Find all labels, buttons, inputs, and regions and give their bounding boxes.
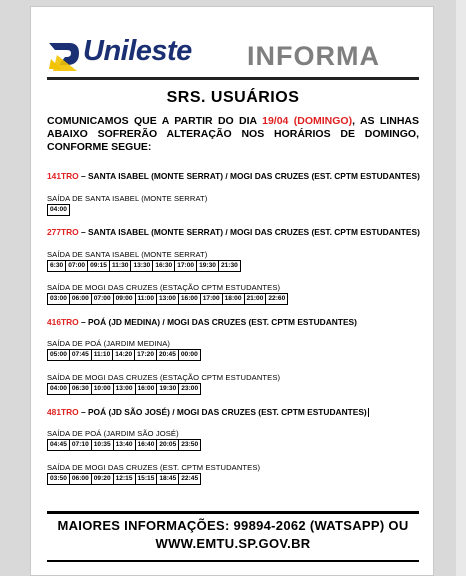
informa-heading: INFORMA [247, 41, 380, 71]
time-cell: 12:15 [114, 474, 136, 484]
time-cell: 09:20 [92, 474, 114, 484]
time-cell: 04:00 [48, 205, 70, 215]
time-cell: 13:40 [114, 440, 136, 450]
line-heading-481tro[interactable] [47, 407, 419, 417]
intro-date: 19/04 (DOMINGO) [262, 115, 353, 127]
time-cell: 17:00 [201, 294, 223, 304]
times-table [47, 349, 201, 361]
line-route: – POÁ (JD SÃO JOSÉ) / MOGI DAS CRUZES (EST. CPTM ESTUDANTES) [78, 407, 367, 417]
times-table [47, 473, 201, 485]
time-cell: 6:30 [48, 261, 66, 271]
time-cell: 21:30 [219, 261, 241, 271]
header [47, 31, 419, 75]
footer-divider-top [47, 511, 419, 514]
brand-name: Unileste [83, 35, 192, 67]
departure-label: SAÍDA DE POÁ (JARDIM MEDINA) [47, 339, 171, 348]
times-table [47, 260, 241, 272]
time-cell: 13:30 [131, 261, 153, 271]
departure-label: SAÍDA DE POÁ (JARDIM SÃO JOSÉ) [47, 429, 179, 438]
time-cell: 14:20 [113, 350, 135, 360]
time-cell: 07:00 [66, 261, 88, 271]
line-heading-141tro [47, 171, 419, 181]
time-cell: 10:35 [92, 440, 114, 450]
time-cell: 13:00 [114, 384, 136, 394]
line-heading-277tro [47, 227, 419, 237]
time-cell: 16:00 [179, 294, 201, 304]
time-cell: 11:10 [92, 350, 114, 360]
line-route: – SANTA ISABEL (MONTE SERRAT) / MOGI DAS CRUZES (EST. CPTM ESTUDANTES) [78, 227, 420, 237]
time-cell: 04:00 [48, 384, 70, 394]
footer-divider-bottom [47, 560, 419, 562]
time-cell: 09:15 [88, 261, 110, 271]
time-cell: 09:00 [114, 294, 136, 304]
time-cell: 07:10 [70, 440, 92, 450]
time-cell: 18:00 [223, 294, 245, 304]
page-scroll-area[interactable] [456, 0, 466, 576]
departure-label: SAÍDA DE MOGI DAS CRUZES (EST. CPTM ESTUDANTES) [47, 463, 261, 472]
time-cell: 06:30 [70, 384, 92, 394]
line-code: 141TRO [47, 171, 79, 181]
intro-text-1: COMUNICAMOS QUE A PARTIR DO DIA [47, 115, 263, 127]
time-cell: 22:45 [179, 474, 201, 484]
footer-info [47, 517, 419, 553]
line-code: 481TRO [47, 407, 79, 417]
line-code: 416TRO [47, 317, 79, 327]
departure-label: SAÍDA DE SANTA ISABEL (MONTE SERRAT) [47, 250, 208, 259]
time-cell: 21:00 [245, 294, 267, 304]
time-cell: 23:00 [179, 384, 201, 394]
time-cell: 11:00 [136, 294, 158, 304]
departure-label: SAÍDA DE MOGI DAS CRUZES (ESTAÇÃO CPTM ESTUDANTES) [47, 283, 281, 292]
time-cell: 04:45 [48, 440, 70, 450]
time-cell: 03:50 [48, 474, 70, 484]
line-route: – SANTA ISABEL (MONTE SERRAT) / MOGI DAS CRUZES (EST. CPTM ESTUDANTES) [78, 171, 420, 181]
time-cell: 03:00 [48, 294, 70, 304]
times-table [47, 439, 201, 451]
times-table [47, 383, 201, 395]
time-cell: 07:45 [70, 350, 92, 360]
time-cell: 17:00 [175, 261, 197, 271]
time-cell: 19:30 [197, 261, 219, 271]
time-cell: 05:00 [48, 350, 70, 360]
time-cell: 16:00 [136, 384, 158, 394]
line-code: 277TRO [47, 227, 79, 237]
time-cell: 13:00 [157, 294, 179, 304]
time-cell: 06:00 [70, 294, 92, 304]
line-heading-416tro [47, 317, 419, 327]
time-cell: 10:00 [92, 384, 114, 394]
time-cell: 16:40 [136, 440, 158, 450]
time-cell: 00:00 [179, 350, 201, 360]
time-cell: 19:30 [157, 384, 179, 394]
line-route: – POÁ (JD MEDINA) / MOGI DAS CRUZES (EST. CPTM ESTUDANTES) [78, 317, 357, 327]
time-cell: 15:15 [136, 474, 158, 484]
footer-website[interactable]: WWW.EMTU.SP.GOV.BR [155, 536, 311, 551]
text-cursor [368, 408, 369, 417]
unileste-logo-icon [47, 35, 81, 73]
header-divider [47, 77, 419, 80]
time-cell: 07:00 [92, 294, 114, 304]
footer-contact: MAIORES INFORMAÇÕES: 99894-2062 (WATSAPP) OU [57, 518, 409, 533]
intro-paragraph [47, 115, 419, 154]
document-page [30, 6, 434, 576]
intro-text-2: , AS LINHAS ABAIXO SOFRERÃO ALTERAÇÃO NOS HORÁRIOS DE DOMINGO, CONFORME SEGUE: [47, 115, 419, 153]
time-cell: 11:30 [110, 261, 132, 271]
time-cell: 18:45 [157, 474, 179, 484]
time-cell: 22:60 [266, 294, 288, 304]
times-table [47, 293, 288, 305]
page-title: SRS. USUÁRIOS [166, 89, 300, 106]
time-cell: 20:05 [157, 440, 179, 450]
time-cell: 23:50 [179, 440, 201, 450]
departure-label: SAÍDA DE MOGI DAS CRUZES (ESTAÇÃO CPTM ESTUDANTES) [47, 373, 281, 382]
time-cell: 20:45 [157, 350, 179, 360]
departure-label: SAÍDA DE SANTA ISABEL (MONTE SERRAT) [47, 194, 208, 203]
times-table [47, 204, 70, 216]
time-cell: 17:20 [135, 350, 157, 360]
time-cell: 16:30 [153, 261, 175, 271]
time-cell: 06:00 [70, 474, 92, 484]
